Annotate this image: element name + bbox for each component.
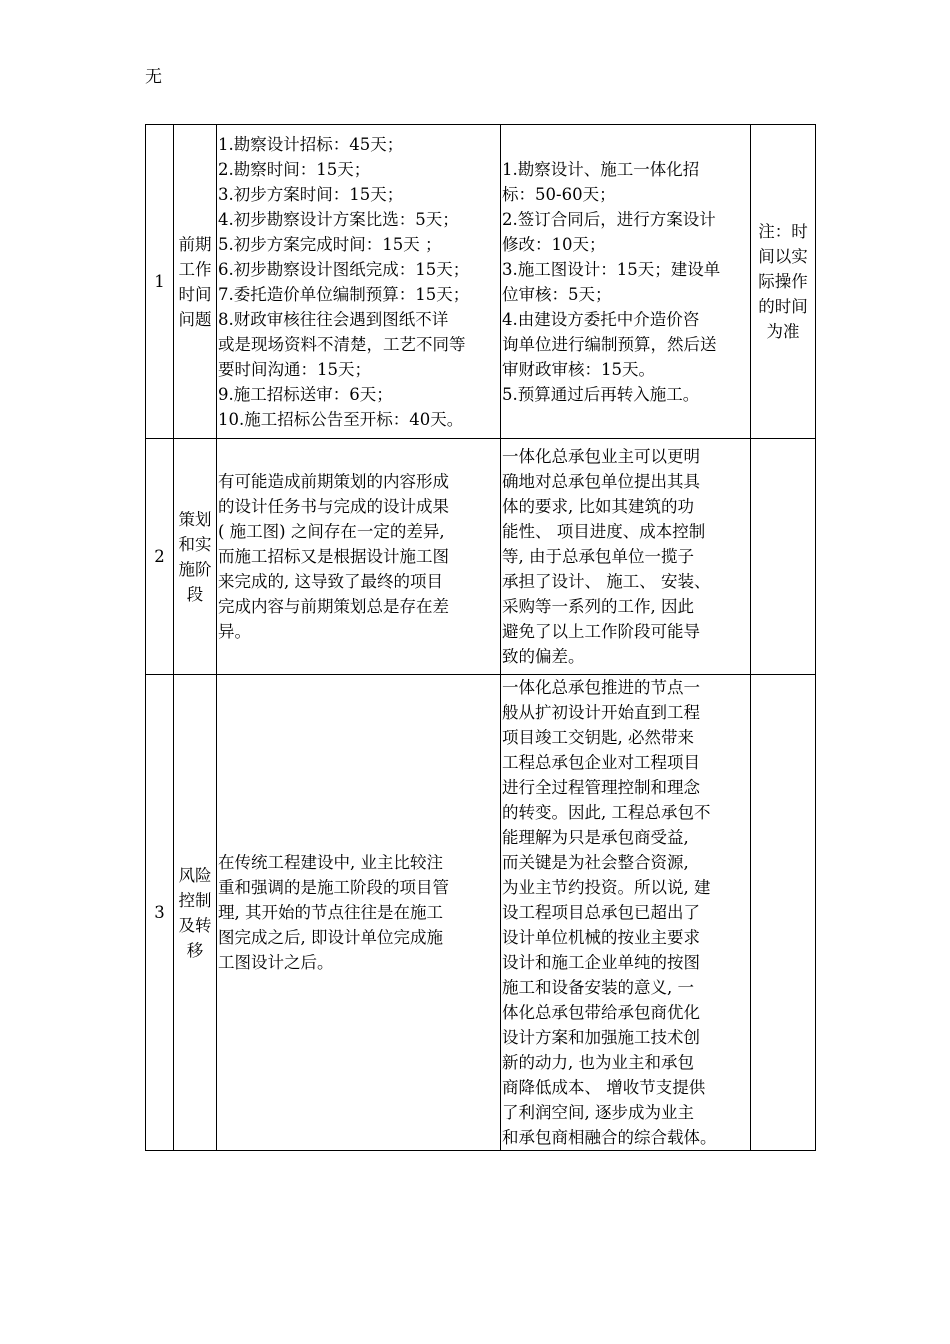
note-cell xyxy=(751,439,816,675)
cell-line: 和承包商相融合的综合载体。 xyxy=(502,1128,717,1147)
cell-line: 1.勘察设计、施工一体化招 xyxy=(502,159,700,179)
cell-line: 2.勘察时间：15天； xyxy=(218,159,371,179)
row-number: 3 xyxy=(146,675,174,1151)
cell-line: 能性、 项目进度、成本控制 xyxy=(502,522,706,541)
cell-line: 6.初步勘察设计图纸完成：15天； xyxy=(218,259,470,279)
cell-line: 而关键是为社会整合资源, xyxy=(502,853,689,872)
cell-line: 图完成之后, 即设计单位完成施 xyxy=(218,928,443,947)
cell-line: 的转变。因此, 工程总承包不 xyxy=(502,803,711,822)
row-number: 1 xyxy=(146,125,174,439)
cell-line: 2.签订合同后，进行方案设计 xyxy=(502,209,716,229)
cell-line: 进行全过程管理控制和理念 xyxy=(502,778,700,797)
cell-line: 般从扩初设计开始直到工程 xyxy=(502,703,700,722)
integrated-cell xyxy=(501,439,751,675)
table-row xyxy=(146,439,816,675)
cell-line: 工图设计之后。 xyxy=(218,953,334,972)
cell-line: 体化总承包带给承包商优化 xyxy=(502,1003,700,1022)
cell-line: 异。 xyxy=(218,622,251,641)
cell-line: 修改：10天； xyxy=(502,234,606,254)
cell-line: 商降低成本、 增收节支提供 xyxy=(502,1078,706,1097)
table-row xyxy=(146,125,816,439)
integrated-cell xyxy=(501,675,751,1151)
cell-line: 完成内容与前期策划总是存在差 xyxy=(218,597,449,616)
table-row xyxy=(146,675,816,1151)
cell-line: 来完成的, 这导致了最终的项目 xyxy=(218,572,443,591)
row-topic: 风险控制及转移 xyxy=(174,675,217,1151)
cell-line: 理, 其开始的节点往往是在施工 xyxy=(218,903,443,922)
cell-line: 工程总承包企业对工程项目 xyxy=(502,753,700,772)
cell-line: 而施工招标又是根据设计施工图 xyxy=(218,547,449,566)
row-topic: 策划和实施阶段 xyxy=(174,439,217,675)
cell-line: 重和强调的是施工阶段的项目管 xyxy=(218,878,449,897)
cell-line: 了利润空间, 逐步成为业主 xyxy=(502,1103,694,1122)
cell-line: 采购等一系列的工作, 因此 xyxy=(502,597,694,616)
comparison-table xyxy=(145,124,816,1151)
cell-line: 审财政审核：15天。 xyxy=(502,359,655,379)
cell-line: 3.初步方案时间：15天； xyxy=(218,184,404,204)
cell-line: 询单位进行编制预算，然后送 xyxy=(502,334,717,354)
cell-line: 施工和设备安装的意义, 一 xyxy=(502,978,694,997)
cell-line: 新的动力, 也为业主和承包 xyxy=(502,1053,694,1072)
integrated-cell xyxy=(501,125,751,439)
cell-line: 5.初步方案完成时间：15天 ； xyxy=(218,234,442,254)
cell-line: 标：50-60天； xyxy=(502,184,616,204)
cell-line: 设计方案和加强施工技术创 xyxy=(502,1028,700,1047)
cell-line: 体的要求, 比如其建筑的功 xyxy=(502,497,694,516)
cell-line: 4.由建设方委托中介造价咨 xyxy=(502,309,700,329)
cell-line: 致的偏差。 xyxy=(502,647,585,666)
cell-line: 在传统工程建设中, 业主比较注 xyxy=(218,853,443,872)
cell-line: 要时间沟通：15天； xyxy=(218,359,371,379)
cell-line: 为业主节约投资。所以说, 建 xyxy=(502,878,711,897)
cell-line: 确地对总承包单位提出其具 xyxy=(502,472,700,491)
cell-line: 设计单位机械的按业主要求 xyxy=(502,928,700,947)
note-cell xyxy=(751,675,816,1151)
cell-line: 有可能造成前期策划的内容形成 xyxy=(218,472,449,491)
cell-line: 7.委托造价单位编制预算：15天； xyxy=(218,284,470,304)
row-topic: 前期工作时间问题 xyxy=(174,125,217,439)
cell-line: 设计和施工企业单纯的按图 xyxy=(502,953,700,972)
cell-line: 能理解为只是承包商受益, xyxy=(502,828,689,847)
traditional-cell xyxy=(217,125,501,439)
page-header: 无 xyxy=(145,67,162,87)
cell-line: 一体化总承包推进的节点一 xyxy=(502,678,700,697)
cell-line: 位审核：5天； xyxy=(502,284,612,304)
cell-line: 3.施工图设计：15天；建设单 xyxy=(502,259,721,279)
cell-line: 设工程项目总承包已超出了 xyxy=(502,903,700,922)
cell-line: 等, 由于总承包单位一揽子 xyxy=(502,547,694,566)
cell-line: 8.财政审核往往会遇到图纸不详 xyxy=(218,309,449,329)
traditional-cell xyxy=(217,439,501,675)
cell-line: 避免了以上工作阶段可能导 xyxy=(502,622,700,641)
cell-line: 4.初步勘察设计方案比选：5天； xyxy=(218,209,459,229)
row-number: 2 xyxy=(146,439,174,675)
cell-line: ( 施工图) 之间存在一定的差异, xyxy=(218,522,445,541)
cell-line: 承担了设计、 施工、 安装、 xyxy=(502,572,711,591)
cell-line: 10.施工招标公告至开标：40天。 xyxy=(218,409,464,429)
cell-line: 项目竣工交钥匙, 必然带来 xyxy=(502,728,694,747)
cell-line: 或是现场资料不清楚，工艺不同等 xyxy=(218,334,466,354)
note-cell: 注：时间以实际操作的时间为准 xyxy=(751,125,816,439)
cell-line: 9.施工招标送审：6天； xyxy=(218,384,393,404)
cell-line: 1.勘察设计招标：45天； xyxy=(218,134,404,154)
cell-line: 的设计任务书与完成的设计成果 xyxy=(218,497,449,516)
cell-line: 一体化总承包业主可以更明 xyxy=(502,447,700,466)
cell-line: 5.预算通过后再转入施工。 xyxy=(502,384,700,404)
traditional-cell xyxy=(217,675,501,1151)
